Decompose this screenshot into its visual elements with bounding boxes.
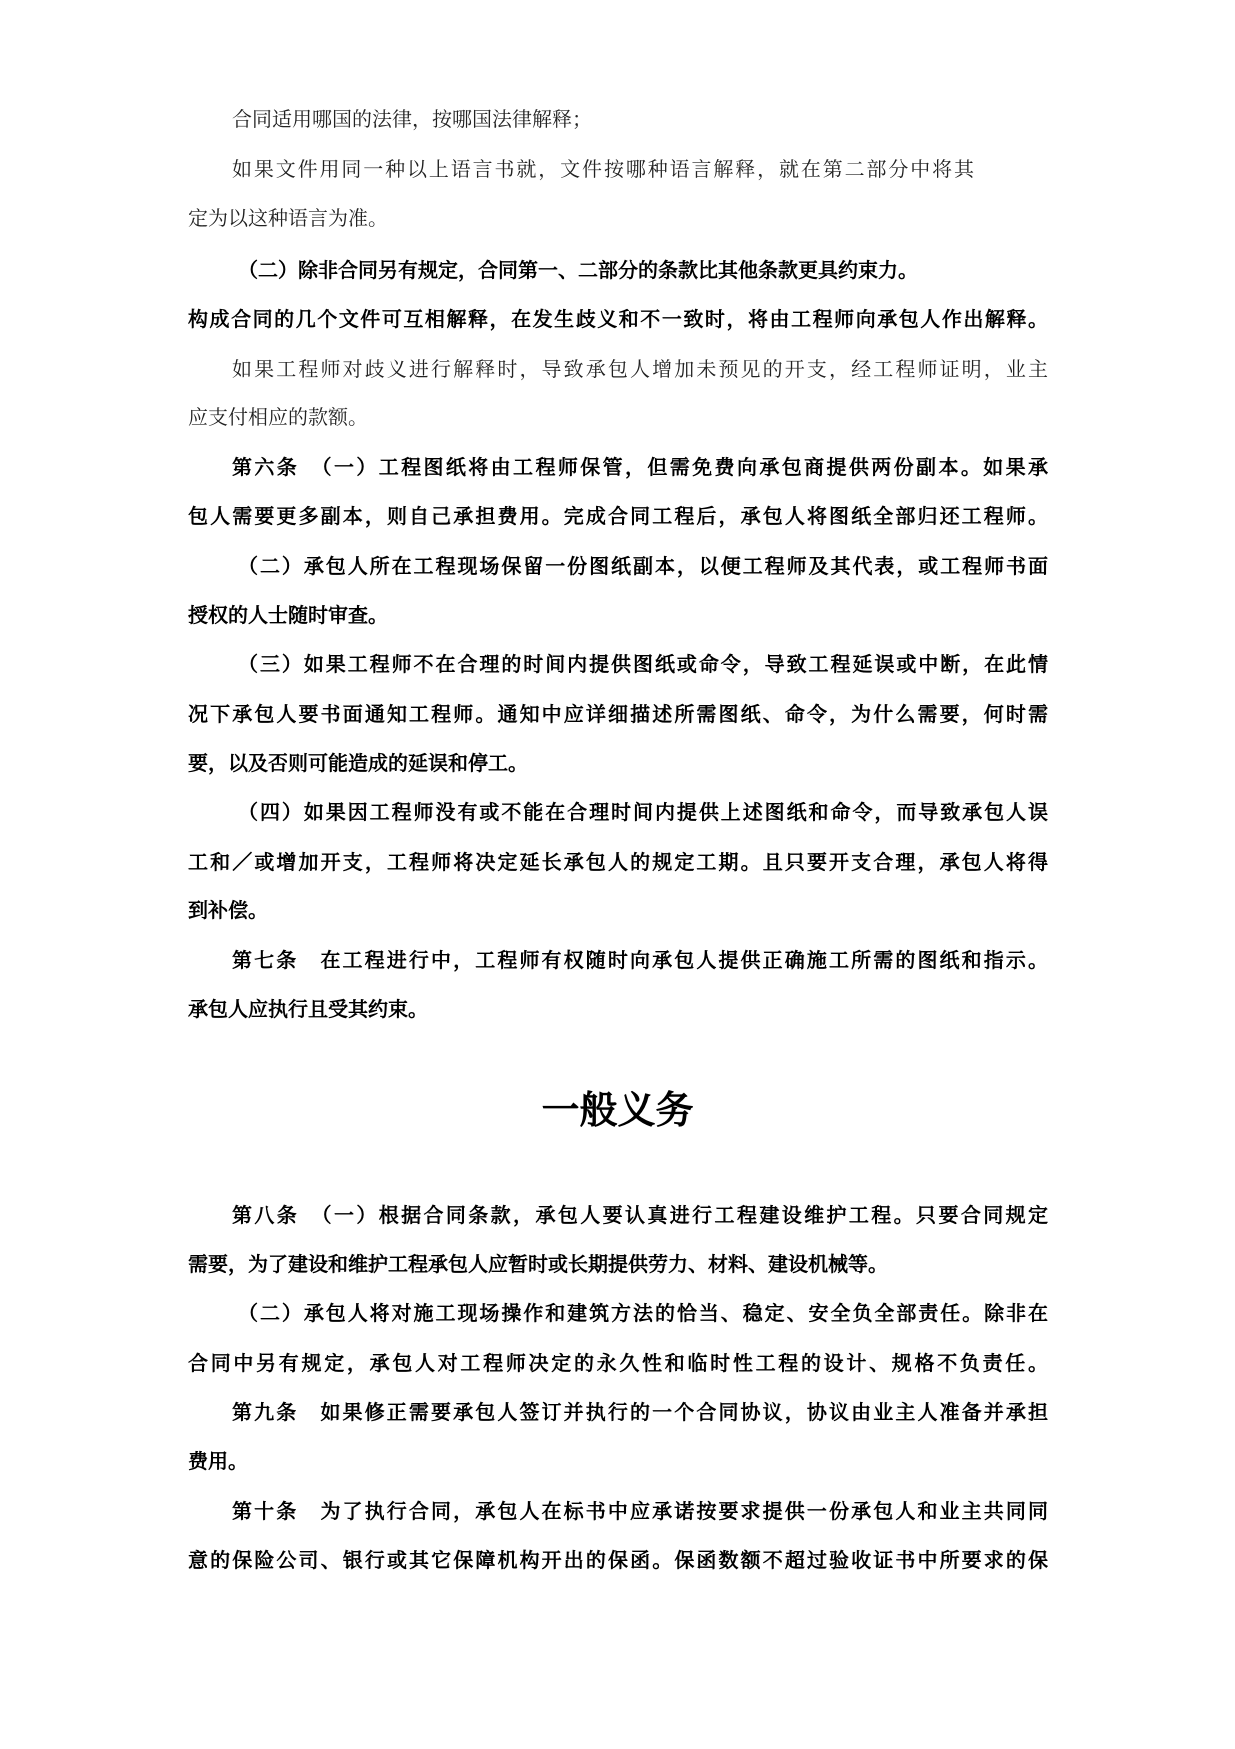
text-line: 合同中另有规定，承包人对工程师决定的永久性和临时性工程的设计、规格不负责任。 <box>188 1351 1048 1375</box>
text-line: 如果文件用同一种以上语言书就，文件按哪种语言解释，就在第二部分中将其 <box>232 157 974 181</box>
text-line: 需要，为了建设和维护工程承包人应暂时或长期提供劳力、材料、建设机械等。 <box>188 1252 888 1276</box>
text-line: 费用。 <box>188 1449 248 1473</box>
text-line: 第十条 为了执行合同，承包人在标书中应承诺按要求提供一份承包人和业主共同同 <box>232 1499 1048 1523</box>
text-line: （二）承包人将对施工现场操作和建筑方法的恰当、稳定、安全负全部责任。除非在 <box>238 1301 1048 1325</box>
text-line: 合同适用哪国的法律，按哪国法律解释； <box>232 107 592 131</box>
text-line: 意的保险公司、银行或其它保障机构开出的保函。保函数额不超过验收证书中所要求的保 <box>188 1548 1048 1572</box>
text-line: （四）如果因工程师没有或不能在合理时间内提供上述图纸和命令，而导致承包人误 <box>238 800 1048 824</box>
text-line: 第七条 在工程进行中，工程师有权随时向承包人提供正确施工所需的图纸和指示。 <box>232 948 1048 972</box>
text-line: 承包人应执行且受其约束。 <box>188 997 428 1021</box>
text-line: 授权的人士随时审查。 <box>188 603 388 627</box>
text-line: 要，以及否则可能造成的延误和停工。 <box>188 751 528 775</box>
text-line: （二）除非合同另有规定，合同第一、二部分的条款比其他条款更具约束力。 <box>238 258 918 282</box>
text-line: 如果工程师对歧义进行解释时，导致承包人增加未预见的开支，经工程师证明，业主 <box>232 357 1048 381</box>
text-line: 定为以这种语言为准。 <box>188 206 388 230</box>
text-line: 况下承包人要书面通知工程师。通知中应详细描述所需图纸、命令，为什么需要，何时需 <box>188 702 1048 726</box>
text-line: 构成合同的几个文件可互相解释，在发生歧义和不一致时，将由工程师向承包人作出解释。 <box>188 307 1048 331</box>
section-heading: 一般义务 <box>541 1088 694 1132</box>
text-line: （三）如果工程师不在合理的时间内提供图纸或命令，导致工程延误或中断，在此情 <box>238 652 1048 676</box>
text-line: 包人需要更多副本，则自己承担费用。完成合同工程后，承包人将图纸全部归还工程师。 <box>188 504 1048 528</box>
text-line: 工和／或增加开支，工程师将决定延长承包人的规定工期。且只要开支合理，承包人将得 <box>188 850 1048 874</box>
text-line: 第六条 （一）工程图纸将由工程师保管，但需免费向承包商提供两份副本。如果承 <box>232 455 1048 479</box>
text-line: 第九条 如果修正需要承包人签订并执行的一个合同协议，协议由业主人准备并承担 <box>232 1400 1048 1424</box>
text-line: 应支付相应的款额。 <box>188 405 368 429</box>
text-line: 到补偿。 <box>188 898 268 922</box>
text-line: （二）承包人所在工程现场保留一份图纸副本，以便工程师及其代表，或工程师书面 <box>238 554 1048 578</box>
text-line: 第八条 （一）根据合同条款，承包人要认真进行工程建设维护工程。只要合同规定 <box>232 1203 1048 1227</box>
